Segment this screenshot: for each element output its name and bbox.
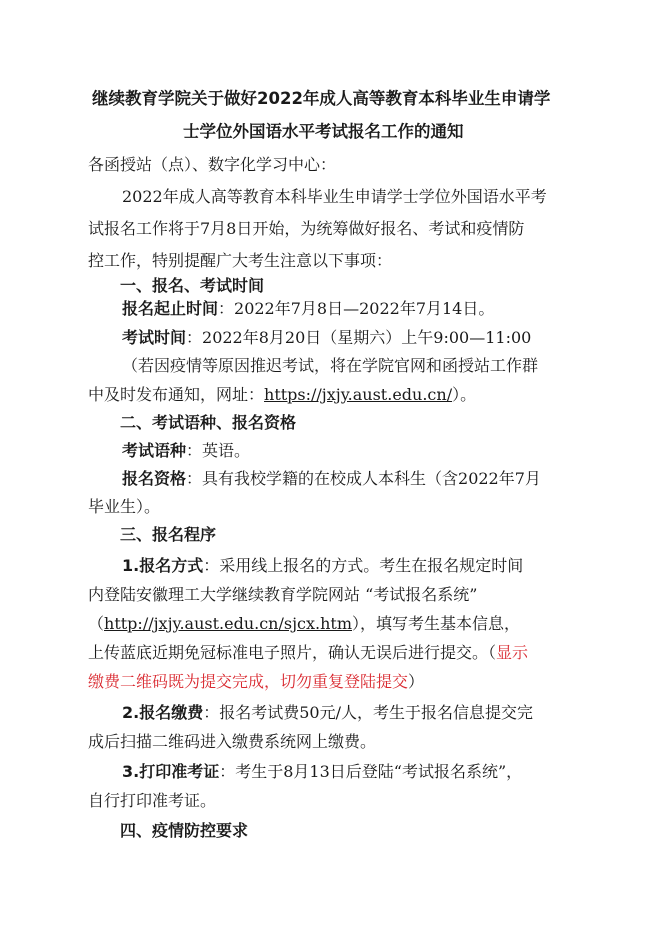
- section-4-heading: 四、疫情防控要求: [120, 821, 249, 840]
- method-text-3: ），填写考生基本信息，: [352, 614, 521, 633]
- eligibility-value: ：具有我校学籍的在校成人本科生（含2022年7月: [186, 469, 541, 488]
- payment-line-2: 成后扫描二维码进入缴费系统网上缴费。: [88, 732, 377, 751]
- payment-line-1: [122, 702, 533, 724]
- registration-period-label: 报名起止时间: [122, 299, 219, 318]
- admission-ticket-line-2: 自行打印准考证。: [88, 791, 217, 810]
- postpone-note-end: ）。: [452, 385, 477, 404]
- eligibility-label: 报名资格: [122, 469, 187, 488]
- method-line-2: 内登陆安徽理工大学继续教育学院网站 “考试报名系统”: [88, 585, 478, 604]
- exam-time-value: ：2022年8月20日（星期六）上午9:00—11:00: [186, 328, 532, 347]
- section-2-heading: 二、考试语种、报名资格: [120, 413, 297, 432]
- website-link[interactable]: https://jxjy.aust.edu.cn/: [264, 385, 453, 404]
- exam-language-value: ：英语。: [186, 441, 251, 460]
- method-label: 1.报名方式: [122, 556, 204, 575]
- exam-time-label: 考试时间: [122, 328, 187, 347]
- admission-ticket-line-1: [122, 761, 522, 783]
- section-3-heading: 三、报名程序: [120, 525, 217, 544]
- doc-title-line-1: 继续教育学院关于做好2022年成人高等教育本科毕业生申请学: [92, 89, 551, 108]
- warning-text-start: 显示: [496, 643, 529, 662]
- intro-line-3: 控工作，特别提醒广大考生注意以下事项：: [88, 251, 393, 270]
- registration-period-value: ：2022年7月8日—2022年7月14日。: [218, 299, 495, 318]
- postpone-note-line-1: （若因疫情等原因推迟考试，将在学院官网和函授站工作群: [122, 356, 539, 375]
- eligibility-line-2: 毕业生）。: [88, 497, 161, 516]
- salutation: 各函授站（点）、数字化学习中心：: [88, 155, 337, 174]
- exam-time: [122, 327, 531, 349]
- warning-paren-close: ）: [408, 672, 425, 691]
- warning-text: 缴费二维码既为提交完成，切勿重复登陆提交: [88, 672, 409, 691]
- method-line-3: [88, 613, 520, 635]
- intro-line-2: 试报名工作将于7月8日开始，为统筹做好报名、考试和疫情防: [88, 219, 525, 238]
- admission-ticket-text: ：考生于8月13日后登陆“考试报名系统”，: [219, 762, 523, 781]
- method-text-4: 上传蓝底近期免冠标准电子照片，确认无误后进行提交。（: [88, 643, 497, 662]
- method-line-5: [88, 671, 424, 693]
- intro-line-1: 2022年成人高等教育本科毕业生申请学士学位外国语水平考: [122, 187, 547, 206]
- method-text: ：采用线上报名的方式。考生在报名规定时间: [203, 556, 524, 575]
- payment-label: 2.报名缴费: [122, 703, 204, 722]
- eligibility-line-1: [122, 468, 541, 490]
- method-line-1: [122, 555, 523, 577]
- doc-title-line-2: 士学位外国语水平考试报名工作的通知: [183, 122, 464, 141]
- registration-period: [122, 298, 494, 320]
- section-1-heading: 一、报名、考试时间: [120, 276, 265, 295]
- payment-text: ：报名考试费50元/人，考生于报名信息提交完: [203, 703, 533, 722]
- method-line-4: [88, 642, 528, 664]
- admission-ticket-label: 3.打印准考证: [122, 762, 220, 781]
- postpone-note-line-2: [88, 384, 476, 406]
- exam-language-label: 考试语种: [122, 441, 187, 460]
- registration-system-link[interactable]: http://jxjy.aust.edu.cn/sjcx.htm: [104, 614, 353, 633]
- postpone-note-text: 中及时发布通知，网址：: [88, 385, 265, 404]
- method-paren-open: （: [88, 614, 105, 633]
- exam-language: [122, 440, 250, 462]
